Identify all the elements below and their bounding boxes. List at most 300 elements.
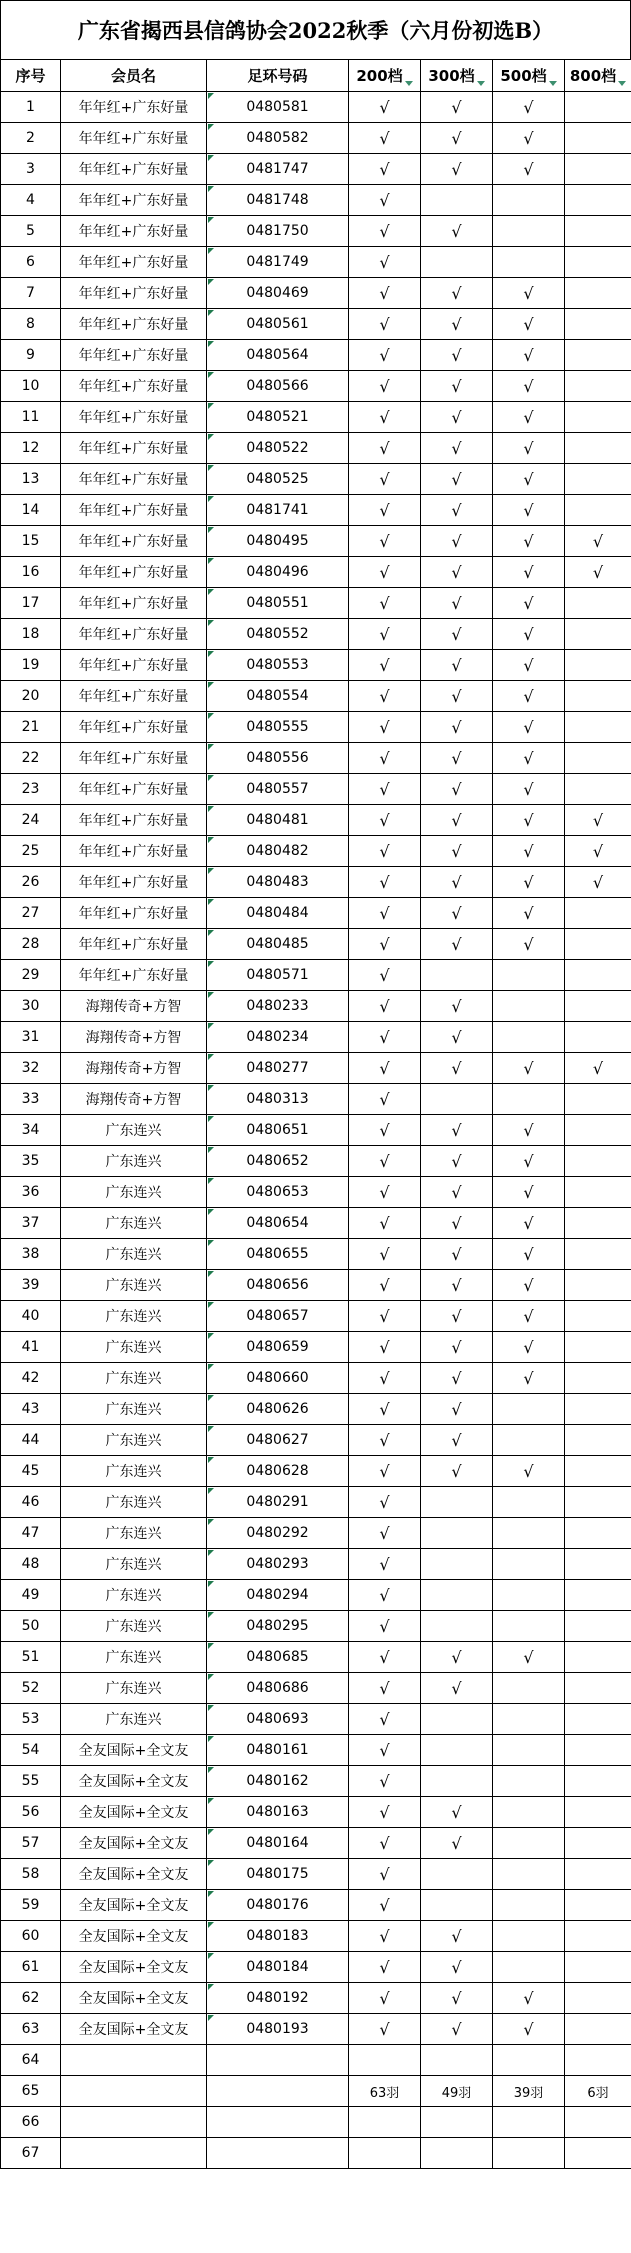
cell-200[interactable]: √: [349, 1580, 421, 1611]
cell-ring[interactable]: 0480469: [207, 278, 349, 309]
cell-800[interactable]: [565, 743, 631, 774]
cell-ring[interactable]: 0480291: [207, 1487, 349, 1518]
cell-ring[interactable]: 0480164: [207, 1828, 349, 1859]
cell-ring[interactable]: 0480294: [207, 1580, 349, 1611]
cell-800[interactable]: [565, 2014, 631, 2045]
cell-500[interactable]: [493, 1704, 565, 1735]
cell-ring[interactable]: 0480161: [207, 1735, 349, 1766]
cell-member[interactable]: 年年红+广东好量: [61, 743, 207, 774]
cell-500[interactable]: √: [493, 1270, 565, 1301]
cell-500[interactable]: [493, 1580, 565, 1611]
cell-no[interactable]: 37: [1, 1208, 61, 1239]
cell-member[interactable]: 年年红+广东好量: [61, 123, 207, 154]
cell-member[interactable]: 年年红+广东好量: [61, 526, 207, 557]
cell-800[interactable]: [565, 1797, 631, 1828]
cell-500[interactable]: √: [493, 619, 565, 650]
cell-ring[interactable]: 0480581: [207, 92, 349, 123]
cell-ring[interactable]: 0480184: [207, 1952, 349, 1983]
cell-no[interactable]: 34: [1, 1115, 61, 1146]
cell-800[interactable]: [565, 1518, 631, 1549]
cell-800[interactable]: [565, 898, 631, 929]
cell-800[interactable]: [565, 1456, 631, 1487]
cell-member[interactable]: 广东连兴: [61, 1642, 207, 1673]
cell-200[interactable]: √: [349, 960, 421, 991]
cell-300[interactable]: [421, 185, 493, 216]
cell-200[interactable]: √: [349, 1797, 421, 1828]
cell-800[interactable]: [565, 1704, 631, 1735]
cell-no[interactable]: 54: [1, 1735, 61, 1766]
cell-200[interactable]: 63羽: [349, 2076, 421, 2107]
cell-no[interactable]: 51: [1, 1642, 61, 1673]
cell-800[interactable]: [565, 1239, 631, 1270]
cell-ring[interactable]: 0480233: [207, 991, 349, 1022]
cell-200[interactable]: √: [349, 1146, 421, 1177]
cell-500[interactable]: √: [493, 681, 565, 712]
cell-ring[interactable]: 0480162: [207, 1766, 349, 1797]
cell-no[interactable]: 19: [1, 650, 61, 681]
cell-no[interactable]: 20: [1, 681, 61, 712]
cell-800[interactable]: [565, 2045, 631, 2076]
cell-500[interactable]: [493, 1022, 565, 1053]
cell-no[interactable]: 58: [1, 1859, 61, 1890]
cell-ring[interactable]: 0480656: [207, 1270, 349, 1301]
cell-500[interactable]: √: [493, 402, 565, 433]
cell-800[interactable]: [565, 929, 631, 960]
cell-300[interactable]: √: [421, 1797, 493, 1828]
cell-200[interactable]: √: [349, 340, 421, 371]
cell-ring[interactable]: 0480686: [207, 1673, 349, 1704]
cell-200[interactable]: √: [349, 154, 421, 185]
cell-500[interactable]: √: [493, 1301, 565, 1332]
cell-500[interactable]: √: [493, 774, 565, 805]
cell-ring[interactable]: 0480183: [207, 1921, 349, 1952]
cell-ring[interactable]: 0480582: [207, 123, 349, 154]
cell-300[interactable]: [421, 1580, 493, 1611]
cell-800[interactable]: [565, 1394, 631, 1425]
cell-member[interactable]: 年年红+广东好量: [61, 929, 207, 960]
cell-800[interactable]: [565, 712, 631, 743]
cell-member[interactable]: 年年红+广东好量: [61, 650, 207, 681]
cell-200[interactable]: √: [349, 309, 421, 340]
cell-200[interactable]: [349, 2138, 421, 2169]
cell-member[interactable]: 全友国际+全文友: [61, 1890, 207, 1921]
cell-200[interactable]: √: [349, 92, 421, 123]
cell-no[interactable]: 64: [1, 2045, 61, 2076]
cell-member[interactable]: 广东连兴: [61, 1704, 207, 1735]
cell-800[interactable]: [565, 1084, 631, 1115]
cell-200[interactable]: [349, 2045, 421, 2076]
cell-300[interactable]: √: [421, 712, 493, 743]
cell-300[interactable]: [421, 1890, 493, 1921]
cell-300[interactable]: √: [421, 309, 493, 340]
cell-500[interactable]: [493, 247, 565, 278]
cell-500[interactable]: √: [493, 1332, 565, 1363]
cell-member[interactable]: 广东连兴: [61, 1580, 207, 1611]
cell-200[interactable]: √: [349, 867, 421, 898]
cell-500[interactable]: [493, 1952, 565, 1983]
cell-300[interactable]: [421, 960, 493, 991]
cell-ring[interactable]: [207, 2138, 349, 2169]
cell-member[interactable]: 广东连兴: [61, 1456, 207, 1487]
cell-500[interactable]: [493, 216, 565, 247]
cell-500[interactable]: [493, 991, 565, 1022]
cell-500[interactable]: √: [493, 2014, 565, 2045]
cell-no[interactable]: 15: [1, 526, 61, 557]
cell-300[interactable]: √: [421, 433, 493, 464]
cell-800[interactable]: [565, 1580, 631, 1611]
cell-no[interactable]: 3: [1, 154, 61, 185]
cell-200[interactable]: √: [349, 929, 421, 960]
cell-800[interactable]: [565, 960, 631, 991]
cell-ring[interactable]: 0480556: [207, 743, 349, 774]
cell-300[interactable]: √: [421, 526, 493, 557]
cell-200[interactable]: √: [349, 526, 421, 557]
cell-no[interactable]: 61: [1, 1952, 61, 1983]
cell-200[interactable]: √: [349, 805, 421, 836]
cell-200[interactable]: √: [349, 1239, 421, 1270]
cell-ring[interactable]: 0480522: [207, 433, 349, 464]
cell-no[interactable]: 53: [1, 1704, 61, 1735]
cell-200[interactable]: √: [349, 1642, 421, 1673]
cell-member[interactable]: 年年红+广东好量: [61, 247, 207, 278]
cell-500[interactable]: √: [493, 433, 565, 464]
cell-800[interactable]: [565, 1487, 631, 1518]
cell-800[interactable]: [565, 1115, 631, 1146]
cell-500[interactable]: √: [493, 712, 565, 743]
cell-member[interactable]: 年年红+广东好量: [61, 898, 207, 929]
cell-500[interactable]: [493, 1735, 565, 1766]
cell-200[interactable]: √: [349, 1022, 421, 1053]
cell-ring[interactable]: 0480555: [207, 712, 349, 743]
cell-200[interactable]: √: [349, 619, 421, 650]
cell-ring[interactable]: 0481747: [207, 154, 349, 185]
cell-500[interactable]: [493, 1673, 565, 1704]
cell-no[interactable]: 48: [1, 1549, 61, 1580]
cell-800[interactable]: [565, 371, 631, 402]
cell-500[interactable]: √: [493, 557, 565, 588]
cell-member[interactable]: 海翔传奇+方智: [61, 1053, 207, 1084]
cell-ring[interactable]: 0480484: [207, 898, 349, 929]
cell-800[interactable]: [565, 402, 631, 433]
cell-300[interactable]: √: [421, 1828, 493, 1859]
cell-300[interactable]: √: [421, 1673, 493, 1704]
cell-800[interactable]: [565, 1642, 631, 1673]
col-header-800[interactable]: [565, 60, 631, 92]
cell-ring[interactable]: 0480176: [207, 1890, 349, 1921]
cell-no[interactable]: 67: [1, 2138, 61, 2169]
cell-ring[interactable]: 0480628: [207, 1456, 349, 1487]
cell-800[interactable]: [565, 309, 631, 340]
cell-800[interactable]: [565, 1921, 631, 1952]
cell-member[interactable]: 广东连兴: [61, 1487, 207, 1518]
cell-ring[interactable]: 0480193: [207, 2014, 349, 2045]
cell-ring[interactable]: 0480655: [207, 1239, 349, 1270]
cell-ring[interactable]: 0480626: [207, 1394, 349, 1425]
cell-ring[interactable]: 0480660: [207, 1363, 349, 1394]
cell-no[interactable]: 36: [1, 1177, 61, 1208]
cell-member[interactable]: 全友国际+全文友: [61, 1952, 207, 1983]
cell-500[interactable]: [493, 1828, 565, 1859]
cell-200[interactable]: √: [349, 650, 421, 681]
cell-200[interactable]: √: [349, 464, 421, 495]
cell-no[interactable]: 30: [1, 991, 61, 1022]
cell-ring[interactable]: 0480553: [207, 650, 349, 681]
cell-800[interactable]: [565, 340, 631, 371]
cell-300[interactable]: [421, 1084, 493, 1115]
cell-300[interactable]: [421, 2138, 493, 2169]
cell-300[interactable]: √: [421, 743, 493, 774]
cell-800[interactable]: [565, 588, 631, 619]
cell-300[interactable]: [421, 1859, 493, 1890]
filter-dropdown-icon[interactable]: [618, 81, 626, 86]
cell-800[interactable]: [565, 1673, 631, 1704]
cell-no[interactable]: 33: [1, 1084, 61, 1115]
cell-500[interactable]: [493, 1766, 565, 1797]
cell-member[interactable]: 海翔传奇+方智: [61, 1022, 207, 1053]
cell-500[interactable]: √: [493, 1363, 565, 1394]
cell-500[interactable]: [493, 1487, 565, 1518]
cell-ring[interactable]: 0480482: [207, 836, 349, 867]
cell-300[interactable]: √: [421, 1425, 493, 1456]
cell-500[interactable]: [493, 1797, 565, 1828]
cell-member[interactable]: 年年红+广东好量: [61, 309, 207, 340]
cell-no[interactable]: 25: [1, 836, 61, 867]
cell-no[interactable]: 2: [1, 123, 61, 154]
cell-500[interactable]: √: [493, 1983, 565, 2014]
cell-200[interactable]: √: [349, 1084, 421, 1115]
cell-member[interactable]: 年年红+广东好量: [61, 805, 207, 836]
cell-ring[interactable]: [207, 2076, 349, 2107]
cell-200[interactable]: √: [349, 1828, 421, 1859]
cell-no[interactable]: 1: [1, 92, 61, 123]
cell-800[interactable]: [565, 278, 631, 309]
cell-300[interactable]: √: [421, 123, 493, 154]
cell-no[interactable]: 22: [1, 743, 61, 774]
cell-no[interactable]: 47: [1, 1518, 61, 1549]
cell-no[interactable]: 28: [1, 929, 61, 960]
cell-200[interactable]: √: [349, 1921, 421, 1952]
cell-500[interactable]: [493, 2045, 565, 2076]
filter-dropdown-icon[interactable]: [477, 81, 485, 86]
cell-800[interactable]: [565, 1022, 631, 1053]
cell-500[interactable]: [493, 960, 565, 991]
cell-500[interactable]: √: [493, 1053, 565, 1084]
cell-ring[interactable]: 0480495: [207, 526, 349, 557]
cell-ring[interactable]: 0480234: [207, 1022, 349, 1053]
cell-no[interactable]: 56: [1, 1797, 61, 1828]
cell-no[interactable]: 8: [1, 309, 61, 340]
cell-ring[interactable]: 0480659: [207, 1332, 349, 1363]
cell-300[interactable]: √: [421, 588, 493, 619]
cell-no[interactable]: 66: [1, 2107, 61, 2138]
cell-300[interactable]: √: [421, 681, 493, 712]
cell-no[interactable]: 63: [1, 2014, 61, 2045]
cell-member[interactable]: 年年红+广东好量: [61, 681, 207, 712]
cell-member[interactable]: 全友国际+全文友: [61, 1797, 207, 1828]
cell-200[interactable]: √: [349, 1487, 421, 1518]
cell-200[interactable]: √: [349, 1425, 421, 1456]
cell-300[interactable]: √: [421, 402, 493, 433]
cell-500[interactable]: √: [493, 1177, 565, 1208]
cell-member[interactable]: 年年红+广东好量: [61, 216, 207, 247]
cell-300[interactable]: √: [421, 1921, 493, 1952]
cell-200[interactable]: √: [349, 216, 421, 247]
cell-300[interactable]: √: [421, 1642, 493, 1673]
cell-member[interactable]: 年年红+广东好量: [61, 371, 207, 402]
cell-800[interactable]: [565, 1859, 631, 1890]
cell-ring[interactable]: 0480627: [207, 1425, 349, 1456]
cell-no[interactable]: 4: [1, 185, 61, 216]
cell-800[interactable]: [565, 1983, 631, 2014]
cell-300[interactable]: √: [421, 2014, 493, 2045]
cell-500[interactable]: √: [493, 526, 565, 557]
cell-member[interactable]: 年年红+广东好量: [61, 960, 207, 991]
cell-500[interactable]: √: [493, 743, 565, 774]
cell-no[interactable]: 27: [1, 898, 61, 929]
cell-500[interactable]: √: [493, 1239, 565, 1270]
cell-no[interactable]: 11: [1, 402, 61, 433]
cell-300[interactable]: √: [421, 1394, 493, 1425]
cell-ring[interactable]: 0480554: [207, 681, 349, 712]
cell-500[interactable]: [493, 1859, 565, 1890]
cell-800[interactable]: [565, 1766, 631, 1797]
cell-800[interactable]: [565, 123, 631, 154]
cell-500[interactable]: √: [493, 1456, 565, 1487]
cell-member[interactable]: 年年红+广东好量: [61, 588, 207, 619]
cell-ring[interactable]: 0480685: [207, 1642, 349, 1673]
cell-no[interactable]: 60: [1, 1921, 61, 1952]
cell-800[interactable]: [565, 2138, 631, 2169]
cell-member[interactable]: 年年红+广东好量: [61, 495, 207, 526]
cell-300[interactable]: √: [421, 216, 493, 247]
cell-300[interactable]: [421, 1704, 493, 1735]
cell-500[interactable]: [493, 185, 565, 216]
cell-800[interactable]: 6羽: [565, 2076, 631, 2107]
cell-ring[interactable]: 0480313: [207, 1084, 349, 1115]
cell-member[interactable]: 广东连兴: [61, 1363, 207, 1394]
cell-no[interactable]: 26: [1, 867, 61, 898]
cell-member[interactable]: 年年红+广东好量: [61, 619, 207, 650]
col-header-300[interactable]: [421, 60, 493, 92]
cell-300[interactable]: √: [421, 557, 493, 588]
filter-dropdown-icon[interactable]: [549, 81, 557, 86]
cell-800[interactable]: [565, 216, 631, 247]
cell-200[interactable]: √: [349, 1611, 421, 1642]
cell-300[interactable]: √: [421, 929, 493, 960]
cell-300[interactable]: √: [421, 1115, 493, 1146]
cell-no[interactable]: 46: [1, 1487, 61, 1518]
cell-800[interactable]: √: [565, 836, 631, 867]
cell-member[interactable]: 全友国际+全文友: [61, 2014, 207, 2045]
cell-300[interactable]: √: [421, 619, 493, 650]
cell-300[interactable]: √: [421, 836, 493, 867]
cell-300[interactable]: √: [421, 1208, 493, 1239]
cell-200[interactable]: √: [349, 1549, 421, 1580]
cell-ring[interactable]: 0480651: [207, 1115, 349, 1146]
cell-ring[interactable]: 0480557: [207, 774, 349, 805]
cell-800[interactable]: [565, 619, 631, 650]
cell-500[interactable]: [493, 1394, 565, 1425]
cell-member[interactable]: 广东连兴: [61, 1425, 207, 1456]
cell-800[interactable]: √: [565, 526, 631, 557]
cell-200[interactable]: √: [349, 898, 421, 929]
cell-300[interactable]: [421, 1549, 493, 1580]
cell-member[interactable]: 全友国际+全文友: [61, 1921, 207, 1952]
cell-200[interactable]: √: [349, 1394, 421, 1425]
cell-200[interactable]: √: [349, 1704, 421, 1735]
cell-member[interactable]: 广东连兴: [61, 1177, 207, 1208]
cell-800[interactable]: [565, 495, 631, 526]
cell-200[interactable]: √: [349, 712, 421, 743]
cell-300[interactable]: √: [421, 991, 493, 1022]
cell-member[interactable]: 年年红+广东好量: [61, 154, 207, 185]
cell-200[interactable]: √: [349, 1208, 421, 1239]
cell-no[interactable]: 45: [1, 1456, 61, 1487]
cell-500[interactable]: √: [493, 464, 565, 495]
cell-no[interactable]: 41: [1, 1332, 61, 1363]
cell-ring[interactable]: 0480521: [207, 402, 349, 433]
cell-200[interactable]: √: [349, 1456, 421, 1487]
cell-300[interactable]: √: [421, 898, 493, 929]
cell-500[interactable]: √: [493, 867, 565, 898]
cell-300[interactable]: [421, 2045, 493, 2076]
cell-member[interactable]: 广东连兴: [61, 1332, 207, 1363]
cell-ring[interactable]: 0480277: [207, 1053, 349, 1084]
cell-500[interactable]: √: [493, 1642, 565, 1673]
cell-ring[interactable]: 0480175: [207, 1859, 349, 1890]
cell-800[interactable]: [565, 650, 631, 681]
cell-300[interactable]: √: [421, 1053, 493, 1084]
cell-200[interactable]: √: [349, 371, 421, 402]
cell-500[interactable]: [493, 2138, 565, 2169]
cell-200[interactable]: √: [349, 1301, 421, 1332]
cell-ring[interactable]: 0480652: [207, 1146, 349, 1177]
cell-500[interactable]: √: [493, 836, 565, 867]
cell-500[interactable]: √: [493, 278, 565, 309]
cell-300[interactable]: [421, 247, 493, 278]
cell-300[interactable]: [421, 1487, 493, 1518]
cell-no[interactable]: 21: [1, 712, 61, 743]
cell-300[interactable]: √: [421, 1146, 493, 1177]
cell-member[interactable]: 海翔传奇+方智: [61, 1084, 207, 1115]
cell-500[interactable]: √: [493, 898, 565, 929]
cell-member[interactable]: 年年红+广东好量: [61, 712, 207, 743]
cell-300[interactable]: √: [421, 154, 493, 185]
cell-800[interactable]: [565, 681, 631, 712]
cell-member[interactable]: 年年红+广东好量: [61, 340, 207, 371]
cell-member[interactable]: 年年红+广东好量: [61, 278, 207, 309]
cell-ring[interactable]: 0480292: [207, 1518, 349, 1549]
cell-no[interactable]: 38: [1, 1239, 61, 1270]
cell-member[interactable]: 全友国际+全文友: [61, 1859, 207, 1890]
cell-200[interactable]: √: [349, 1766, 421, 1797]
cell-200[interactable]: √: [349, 2014, 421, 2045]
cell-800[interactable]: [565, 774, 631, 805]
cell-ring[interactable]: 0480163: [207, 1797, 349, 1828]
cell-no[interactable]: 5: [1, 216, 61, 247]
cell-member[interactable]: [61, 2045, 207, 2076]
cell-no[interactable]: 43: [1, 1394, 61, 1425]
cell-ring[interactable]: 0480566: [207, 371, 349, 402]
cell-200[interactable]: √: [349, 1177, 421, 1208]
cell-no[interactable]: 16: [1, 557, 61, 588]
cell-ring[interactable]: 0480481: [207, 805, 349, 836]
cell-300[interactable]: √: [421, 1952, 493, 1983]
cell-member[interactable]: 年年红+广东好量: [61, 867, 207, 898]
cell-member[interactable]: 年年红+广东好量: [61, 836, 207, 867]
cell-200[interactable]: √: [349, 557, 421, 588]
cell-800[interactable]: [565, 1890, 631, 1921]
